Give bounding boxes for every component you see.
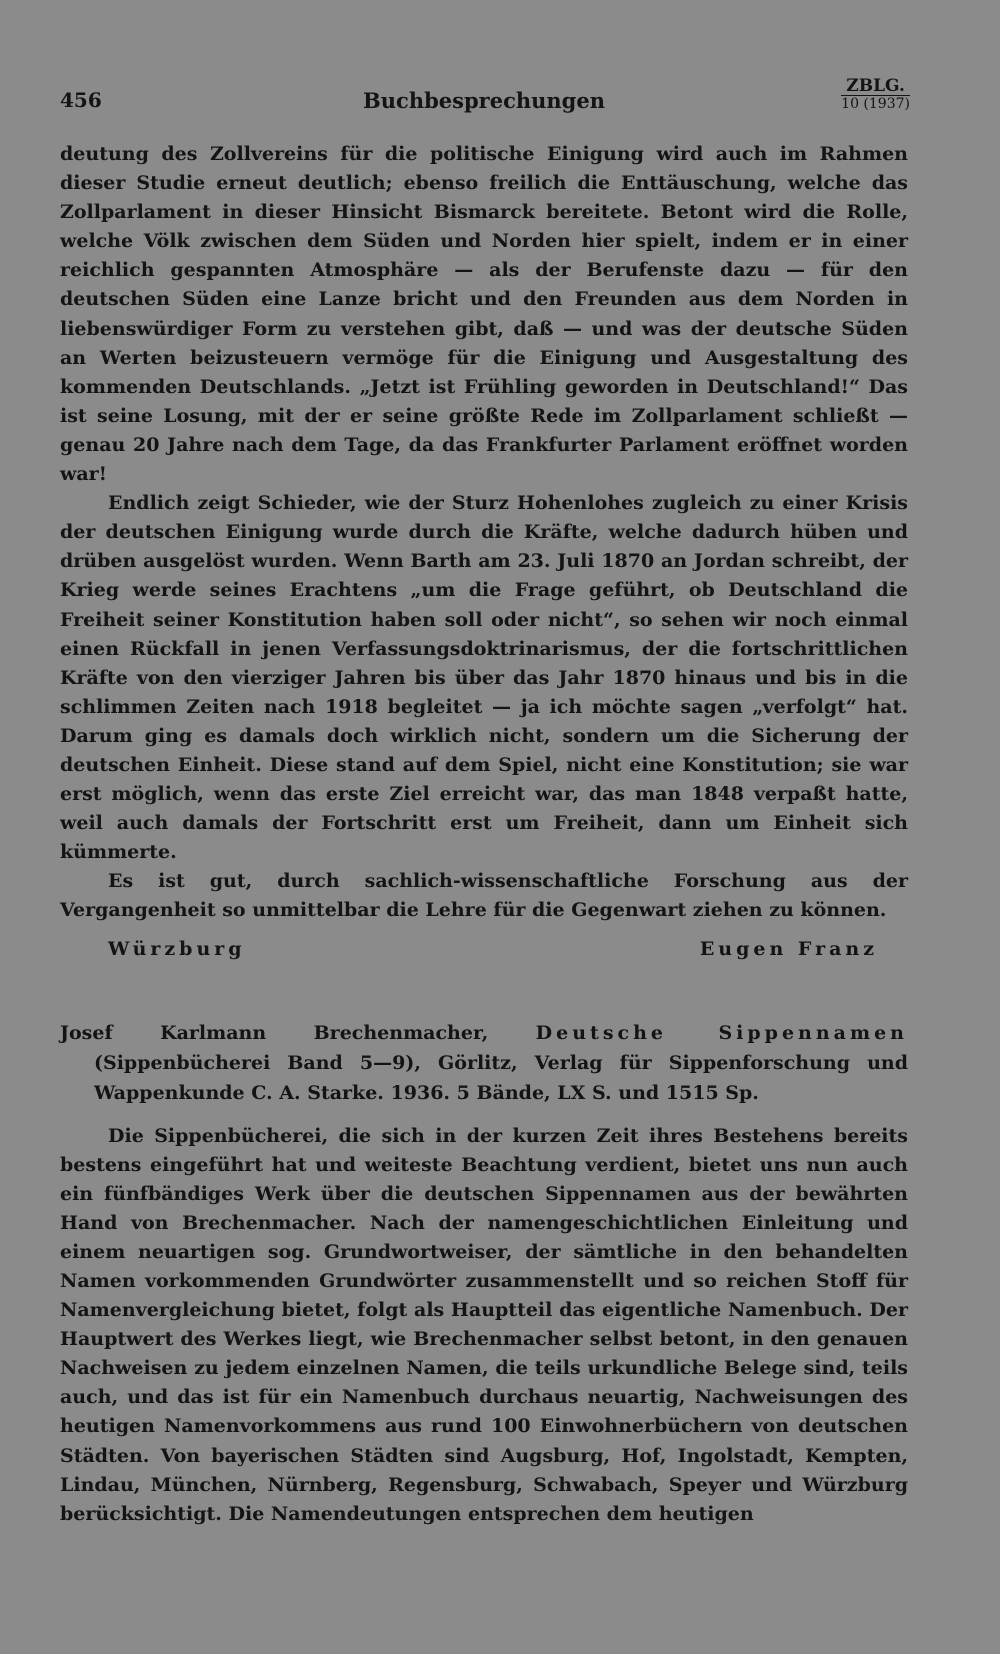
review-signature: [60, 938, 908, 996]
journal-reference: [841, 78, 910, 113]
book-citation: [60, 1018, 908, 1108]
review-paragraph: Die Sippenbücherei, die sich in der kurzen Zeit ihres Bestehens bereits bestens eingeführt hat und weiteste Beachtung verdient, bietet uns nun auch ein fünfbändiges Werk über die deutschen Sippennamen aus der bewährten Hand von Brechenmacher. Nach der namengeschichtlichen Einleitung und einem neuartigen sog. Grundwortweiser, der sämtliche in den behandelten Namen vorkommenden Grundwörter zusammenstellt und so reichen Stoff für Namenvergleichung bietet, folgt als Hauptteil das eigentliche Namenbuch. Der Hauptwert des Werkes liegt, wie Brechenmacher selbst betont, in den genauen Nachweisen zu jedem einzelnen Namen, die teils urkundliche Belege sind, teils auch, und das ist für ein Namenbuch durchaus neuartig, Nachweisungen des heutigen Namenvorkommens aus rund 100 Einwohnerbüchern von deutschen Städten. Von bayerischen Städten sind Augsburg, Hof, Ingolstadt, Kempten, Lindau, München, Nürnberg, Regensburg, Schwabach, Speyer und Würzburg berücksichtigt. Die Namendeutungen entsprechen dem heutigen: [60, 1124, 908, 1525]
page-number: 456: [60, 88, 102, 112]
paragraph-continued: deutung des Zollvereins für die politische Einigung wird auch im Rahmen dieser Studie erneut deutlich; ebenso freilich die Enttäuschung, welche das Zollparlament in dieser Hinsicht Bismarck bereitete. Betont wird die Rolle, welche Völk zwischen dem Süden und Norden hier spielt, indem er in einer reichlich gespannten Atmosphäre — als der Berufenste dazu — für den deutschen Süden eine Lanze bricht und den Freunden aus dem Norden in liebenswürdiger Form zu verstehen gibt, daß — und was der deutsche Süden an Werten beizusteuern vermöge für die Einigung und Ausgestaltung des kommenden Deutschlands. „Jetzt ist Frühling geworden in Deutschland!“ Das ist seine Losung, mit der er seine größte Rede im Zollparlament schließt — genau 20 Jahre nach dem Tage, da das Frankfurter Parlament eröffnet worden war!: [60, 143, 908, 486]
journal-abbreviation: ZBLG.: [846, 76, 905, 96]
signature-author: Eugen Franz: [699, 937, 878, 960]
paragraph-crisis: Endlich zeigt Schieder, wie der Sturz Hohenlohes zugleich zu einer Krisis der deutschen Einigung wurde durch die Kräfte, welche dadurch hüben und drüben ausgelöst wurden. Wenn Barth am 23. Juli 1870 an Jordan schreibt, der Krieg werde seines Erachtens „um die Frage geführt, ob Deutschland die Freiheit seiner Konstitution haben soll oder nicht“, so sehen wir noch einmal einen Rückfall in jenen Verfassungsdoktrinarismus, der die fortschrittlichen Kräfte von den vierziger Jahren bis über das Jahr 1870 hinaus und bis in die schlimmen Zeiten nach 1918 begleitet — ja ich möchte sagen „verfolgt“ hat. Darum ging es damals doch wirklich nicht, sondern um die Sicherung der deutschen Einheit. Diese stand auf dem Spiel, nicht eine Konstitution; sie war erst möglich, wenn das erste Ziel erreicht war, das man 1848 verpaßt hatte, weil auch damals der Fortschritt erst um Freiheit, dann um Einheit sich kümmerte.: [60, 492, 908, 864]
journal-volume: 10 (1937): [841, 96, 910, 112]
citation-title: Deutsche Sippennamen: [535, 1021, 908, 1044]
page-header: [60, 78, 908, 140]
book-page: [60, 78, 908, 1529]
citation-author: Josef Karlmann Brechenmacher,: [60, 1021, 489, 1044]
citation-details: (Sippenbücherei Band 5—9), Görlitz, Verlag für Sippenforschung und Wappenkunde C. A. Starke. 1936. 5 Bände, LX S. und 1515 Sp.: [94, 1051, 908, 1104]
signature-place: Würzburg: [108, 937, 246, 960]
paragraph-conclusion: Es ist gut, durch sachlich-wissenschaftliche Forschung aus der Vergangenheit so unmittelbar die Lehre für die Gegenwart ziehen zu können.: [60, 870, 908, 922]
running-head: Buchbesprechungen: [363, 88, 605, 113]
